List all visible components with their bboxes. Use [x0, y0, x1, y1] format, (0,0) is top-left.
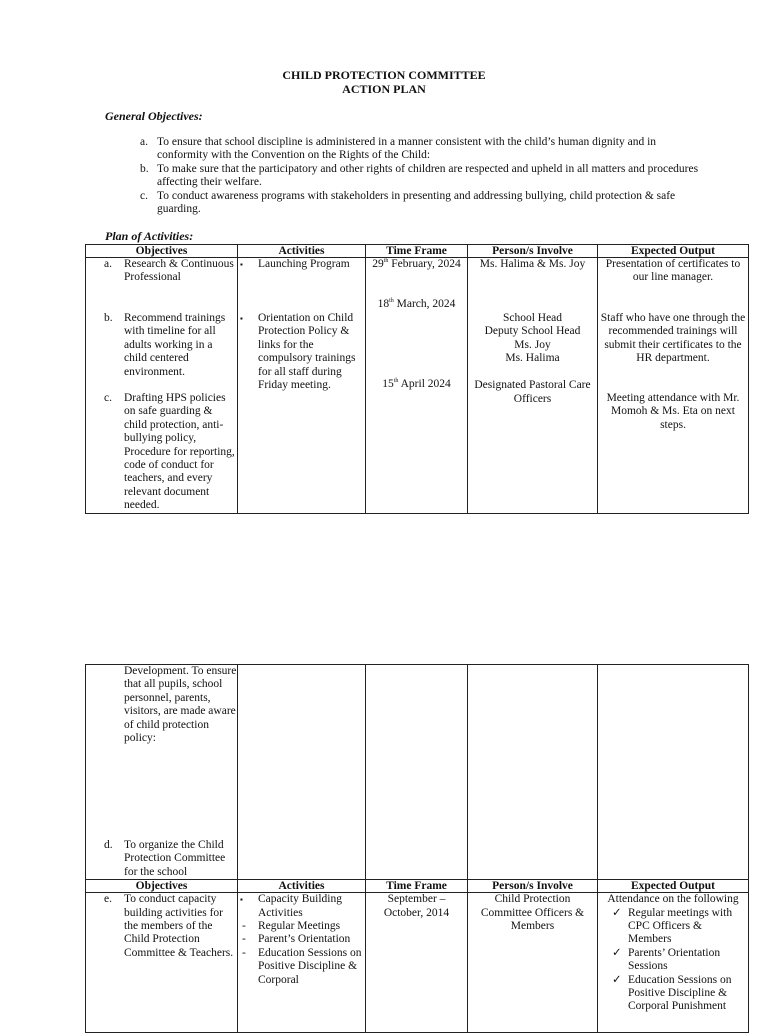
table-row — [86, 665, 749, 880]
expected-output-cell — [598, 665, 749, 880]
output-item — [598, 907, 748, 947]
list-letter: b. — [140, 162, 149, 175]
document-title: CHILD PROTECTION COMMITTEE — [282, 68, 486, 82]
output-item-text: Regular meetings with CPC Officers & Members — [628, 906, 733, 946]
column-header-activities: Activities — [238, 245, 366, 258]
time-frame-cell — [366, 665, 468, 880]
objective-a-text: Research & Continuous Professional — [124, 258, 234, 284]
general-objective-c — [140, 190, 700, 217]
persons-cell: Child Protection Committee Officers & Members — [468, 893, 598, 1033]
persons-cell — [468, 665, 598, 880]
activity-text: Launching Program — [258, 258, 350, 270]
objective-a — [86, 258, 237, 312]
list-letter: d. — [104, 839, 113, 851]
list-letter: a. — [104, 258, 112, 270]
subitem-text: Regular Meetings — [258, 920, 341, 933]
objective-text: To make sure that the participatory and other rights of children are respected and upheld in all matters and procedures affecting their welfare. — [157, 162, 699, 189]
activity-subitem — [238, 920, 365, 933]
output-item-text: Education Sessions on Positive Discipline & Corporal Punishment — [628, 973, 732, 1013]
expected-output-cell — [598, 258, 749, 514]
plan-of-activities-heading: Plan of Activities: — [105, 229, 194, 243]
bullet-icon: ▪ — [240, 260, 243, 269]
column-header-expected-output: Expected Output — [598, 880, 749, 893]
output-2: Staff who have one through the recommended trainings will submit their certificates to the HR department. — [600, 312, 746, 365]
subitem-text: Education Sessions on Positive Discipline & Corporal — [258, 946, 362, 986]
dash-icon: - — [242, 920, 246, 933]
activity-item — [238, 893, 365, 920]
activities-cell — [238, 893, 366, 1033]
table-header-row — [86, 880, 749, 893]
activity-subitem — [238, 947, 365, 987]
column-header-objectives: Objectives — [86, 880, 238, 893]
dash-icon: - — [242, 933, 246, 946]
objectives-cell — [86, 258, 238, 514]
subitem-text: Parent’s Orientation — [258, 933, 351, 946]
objectives-cell — [86, 665, 238, 880]
list-letter: b. — [104, 312, 113, 324]
column-header-time-frame: Time Frame — [366, 245, 468, 258]
checkmark-icon: ✓ — [612, 973, 622, 986]
time-frame-cell: September – October, 2014 — [366, 893, 468, 1033]
objective-b-text: Recommend trainings with timeline for all adults working in a child centered environment. — [124, 312, 226, 378]
objective-text: To conduct awareness programs with stakeholders in presenting and addressing bullying, child protection & safe guarding. — [157, 189, 676, 216]
output-heading: Attendance on the following — [607, 893, 739, 906]
table-header-row — [86, 245, 749, 258]
column-header-persons: Person/s Involve — [468, 245, 598, 258]
activities-cell — [238, 665, 366, 880]
general-objectives-heading: General Objectives: — [105, 109, 203, 123]
checkmark-icon: ✓ — [612, 946, 622, 959]
objective-e-text: To conduct capacity building activities for the members of the Child Protection Committee & Teachers. — [124, 893, 234, 959]
column-header-expected-output: Expected Output — [598, 245, 749, 258]
time-frame-2: 18th March, 2024 — [377, 298, 456, 310]
objective-continuation: Development. To ensure that all pupils, school personnel, parents, visitors, are made aware of child protection policy: — [124, 665, 237, 745]
objectives-cell — [86, 893, 238, 1033]
column-header-activities: Activities — [238, 880, 366, 893]
general-objectives-list — [140, 136, 700, 216]
list-letter: c. — [104, 392, 112, 404]
objective-d — [86, 839, 237, 879]
list-letter: a. — [140, 136, 148, 148]
persons-cell — [468, 258, 598, 514]
person-2c: Ms. Joy — [514, 338, 551, 351]
activities-table-page2 — [85, 664, 749, 1033]
objective-d-text: To organize the Child Protection Committee for the school — [124, 839, 226, 878]
objective-e — [86, 893, 237, 960]
activity-text: Capacity Building Activities — [258, 893, 343, 919]
column-header-objectives: Objectives — [86, 245, 238, 258]
person-2a: School Head — [502, 312, 563, 324]
list-letter: c. — [140, 189, 148, 202]
checkmark-icon: ✓ — [612, 906, 622, 919]
table-row — [86, 893, 749, 1033]
activity-item — [238, 258, 365, 312]
activities-table-page1 — [85, 244, 749, 514]
list-letter: e. — [104, 893, 112, 906]
time-frame-3: 15th April 2024 — [382, 378, 451, 390]
objective-c-text: Drafting HPS policies on safe guarding & child protection, anti-bullying policy, Procedure for reporting, code of conduct for teachers, and every relevant document needed. — [124, 392, 235, 512]
activity-text: Orientation on Child Protection Policy & links for the compulsory trainings for all staff during Friday meeting. — [258, 312, 356, 392]
output-item-text: Parents’ Orientation Sessions — [628, 946, 721, 973]
column-header-time-frame: Time Frame — [366, 880, 468, 893]
time-frame-1: 29th February, 2024 — [372, 258, 461, 270]
output-item — [598, 974, 748, 1014]
general-objective-a — [140, 136, 700, 163]
table-row — [86, 258, 749, 514]
objective-b — [86, 312, 237, 392]
person-1: Ms. Halima & Ms. Joy — [479, 258, 586, 270]
expected-output-cell — [598, 893, 749, 1033]
dash-icon: - — [242, 946, 246, 959]
bullet-icon: ▪ — [240, 895, 243, 905]
output-3: Meeting attendance with Mr. Momoh & Ms. Eta on next steps. — [606, 392, 740, 431]
objective-c — [86, 392, 237, 513]
activity-item — [238, 312, 365, 392]
output-1: Presentation of certificates to our line manager. — [605, 258, 741, 284]
output-item — [598, 947, 748, 974]
general-objective-b — [140, 163, 700, 190]
activities-cell — [238, 258, 366, 514]
column-header-persons: Person/s Involve — [468, 880, 598, 893]
objective-text: To ensure that school discipline is administered in a manner consistent with the child’s human dignity and in conformity with the Convention on the Rights of the Child: — [157, 136, 657, 162]
person-3: Designated Pastoral Care Officers — [474, 379, 591, 405]
bullet-icon: ▪ — [240, 314, 243, 323]
time-frame-cell — [366, 258, 468, 514]
person-2d: Ms. Halima — [505, 352, 560, 365]
document-subtitle: ACTION PLAN — [342, 82, 426, 96]
person-2b: Deputy School Head — [484, 325, 581, 338]
activity-subitem — [238, 933, 365, 946]
